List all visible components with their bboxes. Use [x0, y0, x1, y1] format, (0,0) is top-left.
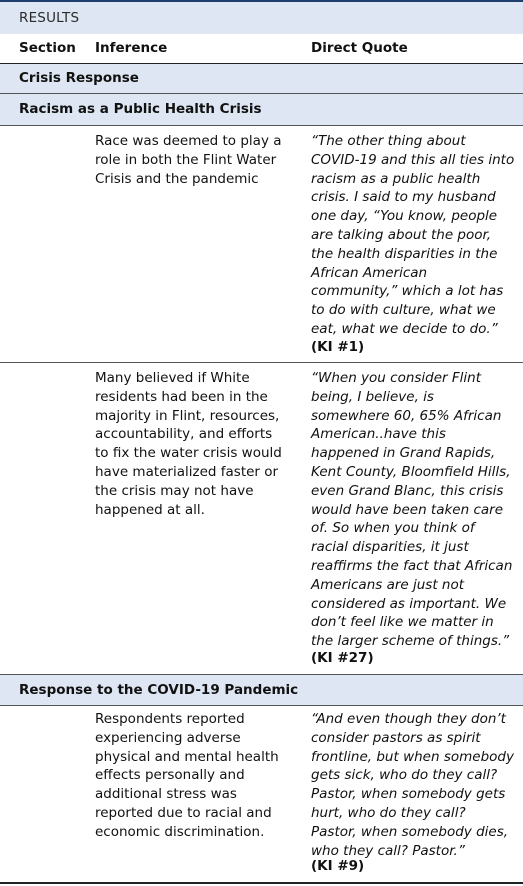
subsection-title: Response to the COVID-19 Pandemic	[19, 682, 299, 698]
subsection-row-covid-response	[0, 675, 523, 705]
section-title: Crisis Response	[19, 70, 139, 86]
row-divider	[0, 362, 523, 363]
row-divider	[0, 705, 523, 706]
quote-cell: “And even though they don’t consider pastors as spirit frontline, but when somebody gets sick, who do they call? Pastor, when somebody gets hurt, who do they call? Pastor, when somebody dies, who they call? Pastor.”	[311, 711, 514, 859]
quote-cell: “The other thing about COVID-19 and this all ties into racism as a public health crisis. I said to my husband one day, “You know, people are talking about the poor, the health disparities in the African American community,” which a lot has to do with culture, what we eat, what we decide to do.”	[311, 133, 515, 337]
header-direct-quote: Direct Quote	[311, 40, 408, 56]
table-title: RESULTS	[19, 10, 80, 26]
header-inference: Inference	[95, 40, 168, 56]
inference-cell: Respondents reported experiencing adverse physical and mental health effects personally and additional stress was reported due to racial and economic discrimination.	[95, 711, 279, 840]
inference-cell: Race was deemed to play a role in both the Flint Water Crisis and the pandemic	[95, 133, 282, 187]
subsection-title: Racism as a Public Health Crisis	[19, 101, 262, 117]
table-title-bar	[0, 2, 523, 34]
table-header-row	[0, 34, 523, 64]
quote-reference: (KI #27)	[311, 650, 374, 666]
header-section: Section	[19, 40, 76, 56]
subsection-row-racism	[0, 94, 523, 125]
quote-reference: (KI #1)	[311, 339, 365, 355]
inference-cell: Many believed if White residents had been in the majority in Flint, resources, accountability, and efforts to fix the water crisis would have materialized faster or the crisis may not have happened at all.	[95, 370, 282, 518]
table-bottom-rule	[0, 882, 523, 884]
quote-reference: (KI #9)	[311, 858, 365, 874]
section-row-crisis-response	[0, 64, 523, 93]
quote-cell: “When you consider Flint being, I believe, is somewhere 60, 65% African American..have this happened in Grand Rapids, Kent County, Bloomfield Hills, even Grand Blanc, this crisis would have been taken care of. So when you think of racial disparities, it just reaffirms the fact that African Americans are just not considered as important. We don’t feel like we matter in the larger scheme of things.”	[311, 370, 513, 650]
row-divider	[0, 125, 523, 126]
